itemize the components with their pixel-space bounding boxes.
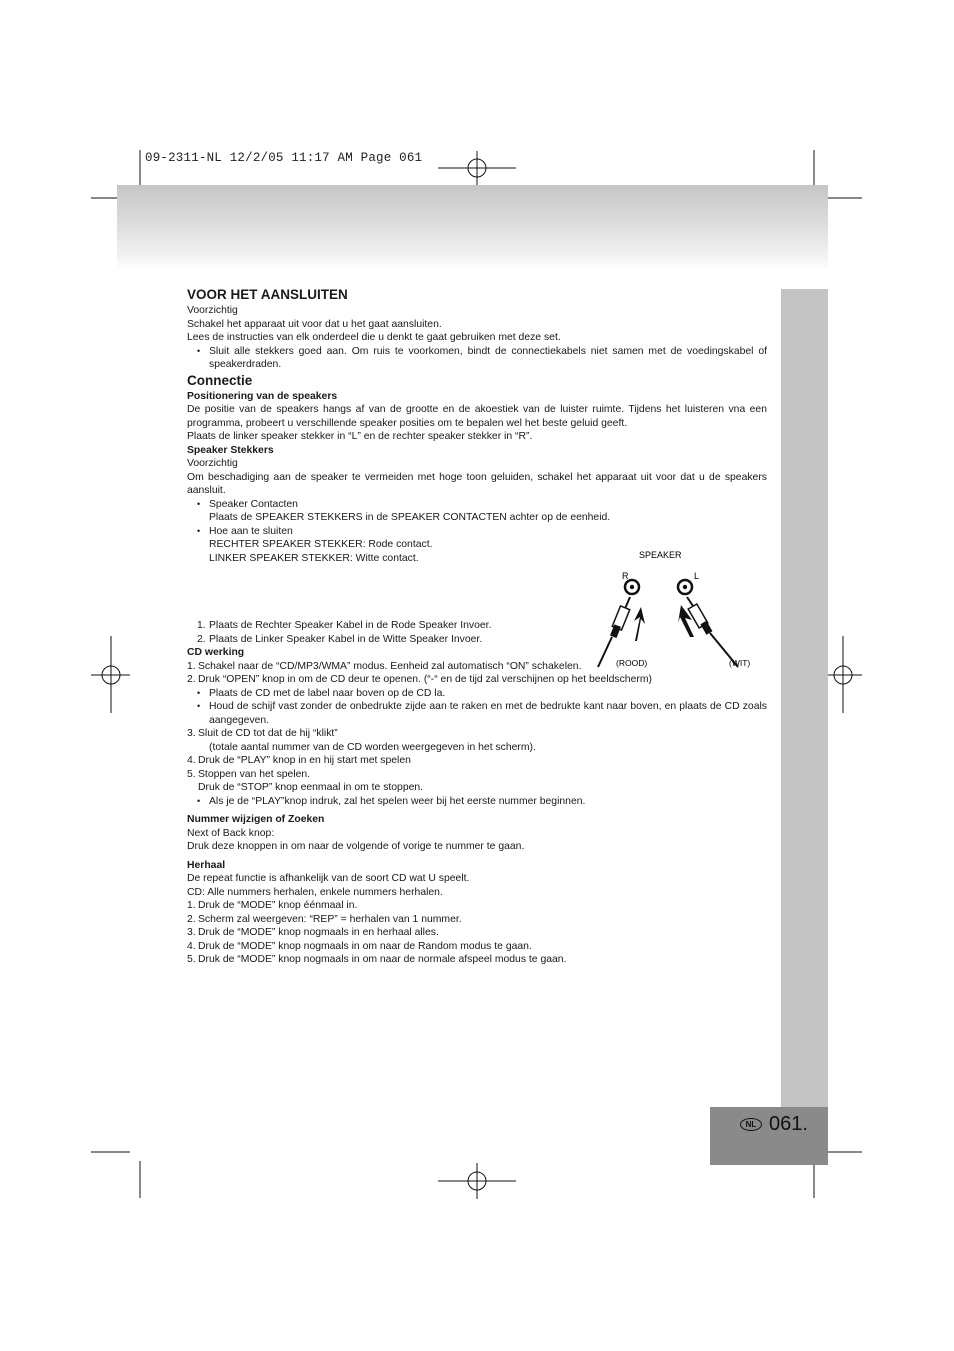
text-line: Schakel het apparaat uit voor dat u het gaat aansluiten.	[187, 318, 442, 330]
jack-r-icon	[625, 580, 639, 594]
rood-label: (ROOD)	[616, 658, 648, 668]
list-item-text: Druk de “MODE” knop éénmaal in.	[198, 900, 358, 911]
registration-mark-bottom	[438, 1163, 516, 1199]
bullet-item: • Sluit alle stekkers goed aan. Om ruis te voorkomen, bindt de connectiekabels niet samen met de voedingskabel of speakerdraden.	[187, 345, 767, 372]
list-item: 2. Scherm zal weergeven: “REP” = herhalen van 1 nummer.	[187, 913, 462, 925]
bullet-item: • Plaats de CD met de label naar boven op de CD la.	[187, 687, 767, 701]
list-item-text: Plaats de Rechter Speaker Kabel in de Rode Speaker Invoer.	[209, 620, 492, 631]
speaker-connection-diagram	[590, 545, 770, 673]
list-item-text: Scherm zal weergeven: “REP” = herhalen van 1 nummer.	[198, 913, 462, 925]
bullet-item: • Speaker Contacten	[187, 498, 767, 512]
paragraph: Om beschadiging aan de speaker te vermeiden met hoge toon geluiden, schakel het apparaat uit voor dat u de speakers aansluit.	[187, 471, 767, 496]
bullet-subtext: RECHTER SPEAKER STEKKER: Rode contact.	[209, 539, 433, 550]
bullet-subtext: LINKER SPEAKER STEKKER: Witte contact.	[209, 552, 419, 564]
list-item: 3. Sluit de CD tot dat de hij “klikt”	[187, 728, 338, 739]
list-item-text: Plaats de Linker Speaker Kabel in de Witte Speaker Invoer.	[209, 633, 483, 645]
list-item: 1. Schakel naar de “CD/MP3/WMA” modus. Eenheid zal automatisch “ON” schakelen.	[187, 660, 582, 672]
list-item-text: Sluit de CD tot dat de hij “klikt”	[198, 728, 338, 739]
paragraph: Plaats de linker speaker stekker in “L” en de rechter speaker stekker in “R”.	[187, 431, 533, 442]
registration-mark-top	[438, 151, 516, 186]
section-title-aansluiten: VOOR HET AANSLUITEN	[187, 287, 348, 302]
subheading-speaker-stekkers: Speaker Stekkers	[187, 444, 274, 456]
subheading-herhaal: Herhaal	[187, 859, 226, 871]
bullet-subtext: Plaats de SPEAKER STEKKERS in de SPEAKER CONTACTEN achter op de eenheid.	[209, 512, 611, 523]
list-item-text: Druk “OPEN” knop in om de CD deur te openen. (“-“ en de tijd zal verschijnen op het beeldscherm)	[198, 674, 652, 685]
plug-l-icon	[687, 597, 738, 667]
page-number	[740, 1113, 808, 1136]
list-subtext: (totale aantal nummer van de CD worden weergegeven in het scherm).	[209, 741, 536, 753]
bullet-item: • Hoe aan te sluiten	[187, 525, 767, 539]
text-line: Next of Back knop:	[187, 827, 275, 839]
print-slug: 09-2311-NL 12/2/05 11:17 AM Page 061	[145, 151, 423, 165]
paragraph: De positie van de speakers hangs af van de grootte en de akoestiek van de luister ruimte. Tijdens het luisteren vna een programma, probeert u verschillende speaker posities om te bepalen wel het beste geluid geeft.	[187, 404, 767, 429]
l-label: L	[694, 571, 700, 581]
section-title-connectie: Connectie	[187, 372, 253, 388]
bullet-item: • Als je de “PLAY”knop indruk, zal het spelen weer bij het eerste nummer beginnen.	[187, 795, 767, 809]
r-label: R	[622, 571, 629, 581]
page-number-text: 061.	[769, 1113, 808, 1135]
list-item: 1. Druk de “MODE” knop éénmaal in.	[187, 900, 358, 911]
list-item: 3. Druk de “MODE” knop nogmaals in en herhaal alles.	[187, 927, 439, 938]
text-line: Druk deze knoppen in om naar de volgende of vorige te nummer te gaan.	[187, 841, 525, 852]
arrow-up-icon	[634, 607, 645, 641]
jack-l-icon	[678, 580, 692, 594]
bullet-item: • Houd de schijf vast zonder de onbedrukte zijde aan te raken en met de bedrukte kant naar boven, en plaats de CD zoals aangegeven.	[187, 700, 767, 727]
list-item: 4. Druk de “PLAY” knop in en hij start met spelen	[187, 755, 411, 766]
list-item-text: Druk de “MODE” knop nogmaals in en herhaal alles.	[198, 927, 439, 938]
list-item: 2. Plaats de Linker Speaker Kabel in de Witte Speaker Invoer.	[197, 633, 483, 645]
list-item-text: Druk de “PLAY” knop in en hij start met spelen	[198, 755, 411, 766]
list-item: 4. Druk de “MODE” knop nogmaals in om naar de Random modus te gaan.	[187, 940, 532, 952]
list-item: 2. Druk “OPEN” knop in om de CD deur te openen. (“-“ en de tijd zal verschijnen op het beeldscherm)	[187, 674, 652, 685]
wit-label: (WIT)	[729, 658, 751, 668]
list-item: 5. Druk de “MODE” knop nogmaals in om naar de normale afspeel modus te gaan.	[187, 954, 567, 965]
text-line: Voorzichtig	[187, 458, 238, 469]
subheading-positionering: Positionering van de speakers	[187, 390, 338, 402]
registration-mark-left	[91, 636, 130, 713]
list-item-text: Schakel naar de “CD/MP3/WMA” modus. Eenheid zal automatisch “ON” schakelen.	[198, 660, 582, 672]
list-item-text: Druk de “MODE” knop nogmaals in om naar de normale afspeel modus te gaan.	[198, 954, 567, 965]
list-subtext: Druk de “STOP” knop eenmaal in om te stoppen.	[198, 782, 424, 793]
text-line: Voorzichtig	[187, 305, 238, 316]
text-line: CD: Alle nummers herhalen, enkele nummers herhalen.	[187, 886, 443, 898]
list-item-text: Stoppen van het spelen.	[198, 768, 311, 780]
list-item-text: Druk de “MODE” knop nogmaals in om naar de Random modus te gaan.	[198, 940, 532, 952]
speaker-label: SPEAKER	[639, 550, 682, 560]
list-item: 5. Stoppen van het spelen.	[187, 768, 311, 780]
text-line: De repeat functie is afhankelijk van de soort CD wat U speelt.	[187, 873, 470, 884]
header-banner	[117, 185, 828, 270]
subheading-cd-werking: CD werking	[187, 647, 245, 658]
subheading-nummer-zoeken: Nummer wijzigen of Zoeken	[187, 814, 325, 825]
text-line: Lees de instructies van elk onderdeel die u denkt te gaat gebruiken met deze set.	[187, 332, 561, 343]
list-item: 1. Plaats de Rechter Speaker Kabel in de Rode Speaker Invoer.	[197, 620, 492, 631]
registration-mark-right	[824, 636, 862, 713]
plug-r-icon	[598, 597, 630, 667]
side-tab	[781, 289, 828, 1107]
language-badge: NL	[740, 1118, 762, 1131]
